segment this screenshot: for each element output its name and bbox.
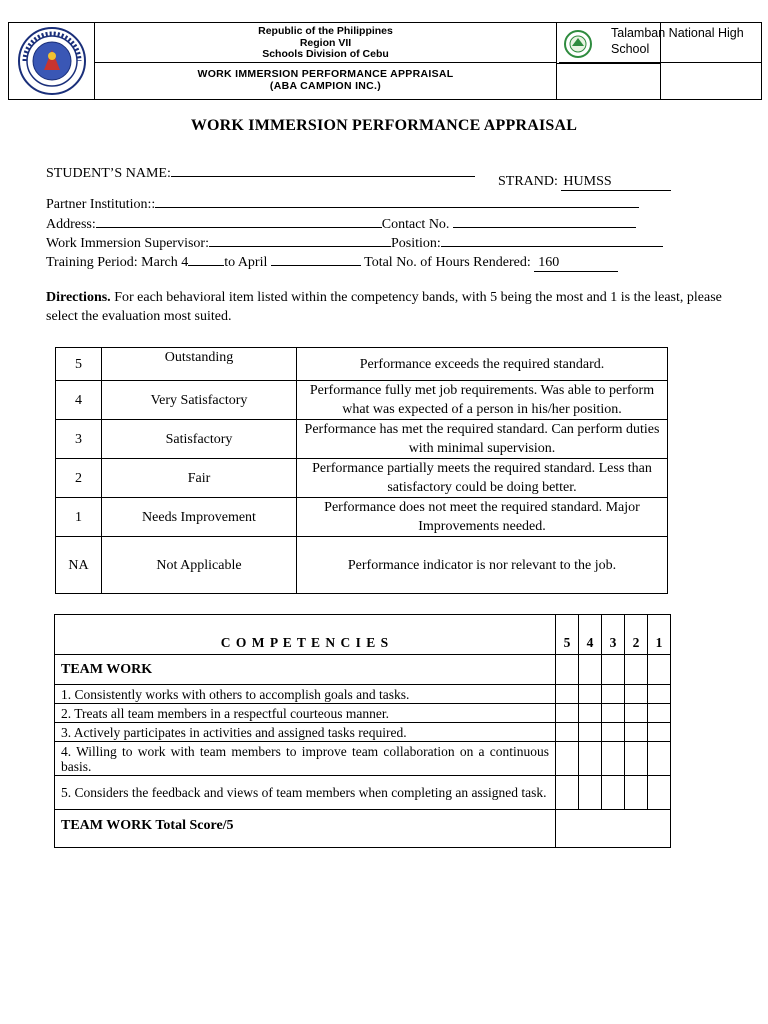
scale-description: Performance partially meets the required standard. Less than satisfactory could be doing better. (297, 459, 668, 498)
company-label: (ABA CAMPION INC.) (269, 80, 382, 92)
score-cell[interactable] (625, 655, 648, 685)
table-row (55, 776, 671, 810)
training-end-field[interactable] (271, 251, 361, 266)
deped-seal-icon (17, 26, 87, 96)
scale-score: NA (56, 537, 102, 594)
scale-score: 5 (56, 348, 102, 381)
scale-description: Performance exceeds the required standard. (297, 348, 668, 381)
table-row (55, 685, 671, 704)
score-cell[interactable] (625, 685, 648, 704)
table-row (55, 615, 671, 655)
table-row (56, 459, 668, 498)
table-row (55, 655, 671, 685)
school-logo-icon (563, 29, 593, 59)
scale-description: Performance indicator is nor relevant to the job. (297, 537, 668, 594)
scale-rating: Not Applicable (102, 537, 297, 594)
address-label: Address: (46, 217, 96, 232)
score-cell[interactable] (556, 776, 579, 810)
strand-label: STRAND: (498, 174, 558, 189)
partner-field[interactable] (155, 193, 639, 208)
scale-rating: Fair (102, 459, 297, 498)
competency-item: 5. Considers the feedback and views of team members when completing an assigned task. (55, 776, 556, 810)
division-label: Schools Division of Cebu (262, 48, 389, 60)
column-header-4: 4 (579, 615, 602, 655)
score-cell[interactable] (648, 704, 671, 723)
score-cell[interactable] (556, 742, 579, 776)
student-name-field[interactable] (171, 162, 475, 177)
scale-score: 3 (56, 420, 102, 459)
score-cell[interactable] (648, 776, 671, 810)
score-cell[interactable] (602, 776, 625, 810)
column-header-1: 1 (648, 615, 671, 655)
table-row (56, 381, 668, 420)
contact-label: Contact No. (381, 217, 450, 232)
deped-seal (9, 23, 95, 99)
supervisor-label: Work Immersion Supervisor: (46, 236, 209, 251)
score-cell[interactable] (602, 742, 625, 776)
column-header-5: 5 (556, 615, 579, 655)
competency-item: 1. Consistently works with others to accomplish goals and tasks. (55, 685, 556, 704)
page-title: WORK IMMERSION PERFORMANCE APPRAISAL (190, 117, 578, 134)
supervisor-field[interactable] (209, 232, 391, 247)
competencies-header: C O M P E T E N C I E S (55, 615, 556, 655)
supervisor-row (46, 232, 663, 252)
team-work-total-score[interactable] (556, 810, 671, 848)
scale-score: 2 (56, 459, 102, 498)
score-cell[interactable] (648, 685, 671, 704)
section-team-work: TEAM WORK (55, 655, 556, 685)
to-april-label: to April (224, 255, 268, 270)
scale-description: Performance has met the required standard. Can perform duties with minimal supervision. (297, 420, 668, 459)
column-header-2: 2 (625, 615, 648, 655)
scale-score: 4 (56, 381, 102, 420)
score-cell[interactable] (602, 655, 625, 685)
competency-item: 2. Treats all team members in a respectful courteous manner. (55, 704, 556, 723)
strand-field[interactable]: HUMSS (561, 174, 671, 191)
competency-item: 4. Willing to work with team members to improve team collaboration on a continuous basis. (55, 742, 556, 776)
score-cell[interactable] (625, 704, 648, 723)
score-cell[interactable] (556, 685, 579, 704)
table-row (55, 810, 671, 848)
score-cell[interactable] (579, 704, 602, 723)
hours-field[interactable]: 160 (534, 255, 618, 272)
student-name-label: STUDENT’S NAME: (46, 166, 171, 181)
form-title-label: WORK IMMERSION PERFORMANCE APPRAISAL (197, 68, 454, 80)
student-name-row (46, 162, 475, 182)
competency-item: 3. Actively participates in activities and assigned tasks required. (55, 723, 556, 742)
address-row (46, 213, 636, 233)
address-field[interactable] (96, 213, 382, 228)
score-cell[interactable] (602, 685, 625, 704)
scale-rating: Needs Improvement (102, 498, 297, 537)
school-name: Talamban National High School (611, 26, 744, 56)
region-label: Region VII (299, 36, 352, 49)
score-cell[interactable] (625, 723, 648, 742)
document-header (8, 22, 762, 100)
column-header-3: 3 (602, 615, 625, 655)
directions-lead: Directions. (46, 290, 111, 305)
scale-rating: Very Satisfactory (102, 381, 297, 420)
team-work-total-label: TEAM WORK Total Score/5 (55, 810, 556, 848)
table-row (56, 420, 668, 459)
strand-row (498, 174, 671, 191)
score-cell[interactable] (556, 704, 579, 723)
position-label: Position: (390, 236, 441, 251)
scale-score: 1 (56, 498, 102, 537)
table-row (55, 723, 671, 742)
rating-scale-table (55, 347, 668, 594)
score-cell[interactable] (579, 723, 602, 742)
score-cell[interactable] (579, 655, 602, 685)
position-field[interactable] (441, 232, 663, 247)
directions-text: For each behavioral item listed within the competency bands, with 5 being the most and 1 is the least, please select the evaluation most suited. (46, 290, 722, 324)
scale-rating: Satisfactory (102, 420, 297, 459)
republic-label: Republic of the Philippines (258, 25, 393, 37)
training-row (46, 251, 618, 272)
partner-label: Partner Institution:: (46, 197, 156, 212)
contact-field[interactable] (453, 213, 636, 228)
score-cell[interactable] (625, 776, 648, 810)
table-row (55, 704, 671, 723)
hours-label: Total No. of Hours Rendered: (364, 255, 531, 270)
scale-description: Performance fully met job requirements. Was able to perform what was expected of a person in his/her position. (297, 381, 668, 420)
table-row (55, 742, 671, 776)
training-label: Training Period: March 4 (46, 255, 189, 270)
score-cell[interactable] (556, 723, 579, 742)
table-row (56, 348, 668, 381)
score-cell[interactable] (579, 742, 602, 776)
table-row (56, 498, 668, 537)
score-cell[interactable] (648, 723, 671, 742)
competencies-table (54, 614, 671, 848)
score-cell[interactable] (602, 723, 625, 742)
score-cell[interactable] (648, 655, 671, 685)
directions (46, 288, 726, 326)
score-cell[interactable] (625, 742, 648, 776)
training-start-field[interactable] (188, 251, 224, 266)
scale-description: Performance does not meet the required standard. Major Improvements needed. (297, 498, 668, 537)
score-cell[interactable] (556, 655, 579, 685)
scale-rating: Outstanding (102, 348, 297, 381)
score-cell[interactable] (579, 685, 602, 704)
score-cell[interactable] (579, 776, 602, 810)
score-cell[interactable] (648, 742, 671, 776)
partner-row (46, 193, 639, 213)
table-row (56, 537, 668, 594)
score-cell[interactable] (602, 704, 625, 723)
